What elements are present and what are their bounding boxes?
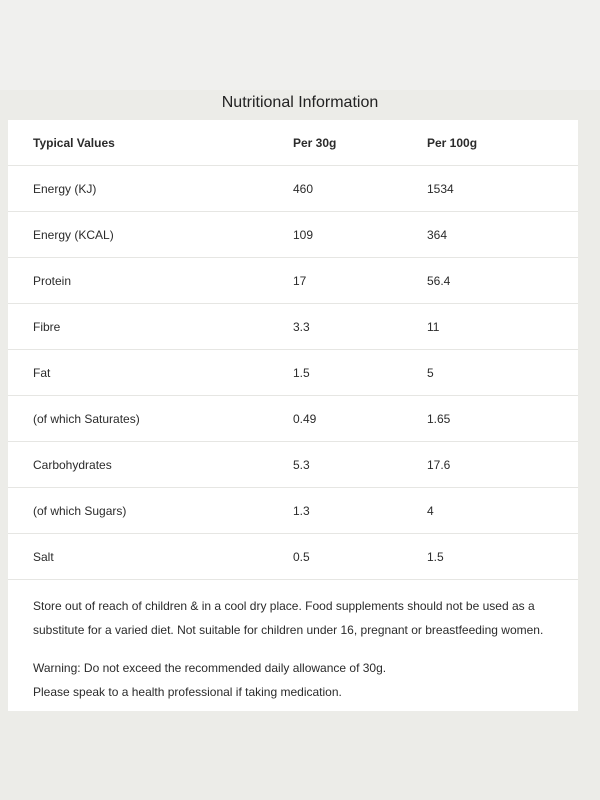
header-per-30g: Per 30g xyxy=(293,135,337,150)
nutrient-name: (of which Saturates) xyxy=(33,411,140,426)
header-typical-values: Typical Values xyxy=(33,135,115,150)
value-per-30g: 17 xyxy=(293,273,307,288)
table-row xyxy=(8,350,578,396)
value-per-30g: 0.49 xyxy=(293,411,317,426)
nutrition-card xyxy=(8,120,578,711)
value-per-100g: 4 xyxy=(427,503,434,518)
nutrient-name: Energy (KCAL) xyxy=(33,227,114,242)
table-row xyxy=(8,442,578,488)
top-band xyxy=(0,0,600,90)
table-row xyxy=(8,258,578,304)
value-per-30g: 1.5 xyxy=(293,365,310,380)
warning-line-2: Please speak to a health professional if taking medication. xyxy=(33,685,342,699)
nutrition-table xyxy=(8,120,578,580)
value-per-30g: 5.3 xyxy=(293,457,310,472)
header-per-100g: Per 100g xyxy=(427,135,478,150)
value-per-30g: 460 xyxy=(293,181,314,196)
value-per-30g: 3.3 xyxy=(293,319,310,334)
nutrient-name: Fibre xyxy=(33,319,61,334)
nutrient-name: Salt xyxy=(33,549,54,564)
value-per-100g: 1534 xyxy=(427,181,454,196)
table-header-row xyxy=(8,120,578,166)
value-per-30g: 109 xyxy=(293,227,314,242)
value-per-30g: 1.3 xyxy=(293,503,310,518)
table-row xyxy=(8,396,578,442)
table-row xyxy=(8,304,578,350)
warning-line-1: Warning: Do not exceed the recommended daily allowance of 30g. xyxy=(33,661,387,675)
page-title: Nutritional Information xyxy=(221,94,379,111)
value-per-100g: 1.65 xyxy=(427,411,451,426)
nutrient-name: Protein xyxy=(33,273,72,288)
table-row xyxy=(8,166,578,212)
value-per-100g: 1.5 xyxy=(427,549,444,564)
value-per-100g: 11 xyxy=(427,319,440,334)
nutrient-name: Fat xyxy=(33,365,51,380)
value-per-100g: 56.4 xyxy=(427,273,451,288)
table-row xyxy=(8,212,578,258)
value-per-100g: 5 xyxy=(427,365,434,380)
value-per-30g: 0.5 xyxy=(293,549,310,564)
value-per-100g: 17.6 xyxy=(427,457,451,472)
value-per-100g: 364 xyxy=(427,227,448,242)
storage-note: Store out of reach of children & in a cool dry place. Food supplements should not be used as a substitute for a varied diet. Not suitable for children under 16, pregnant or breastfeeding women. xyxy=(33,599,544,637)
nutrient-name: Energy (KJ) xyxy=(33,181,97,196)
nutrient-name: Carbohydrates xyxy=(33,457,112,472)
notes-section xyxy=(8,580,578,704)
table-row xyxy=(8,488,578,534)
nutrient-name: (of which Sugars) xyxy=(33,503,127,518)
table-row xyxy=(8,534,578,580)
